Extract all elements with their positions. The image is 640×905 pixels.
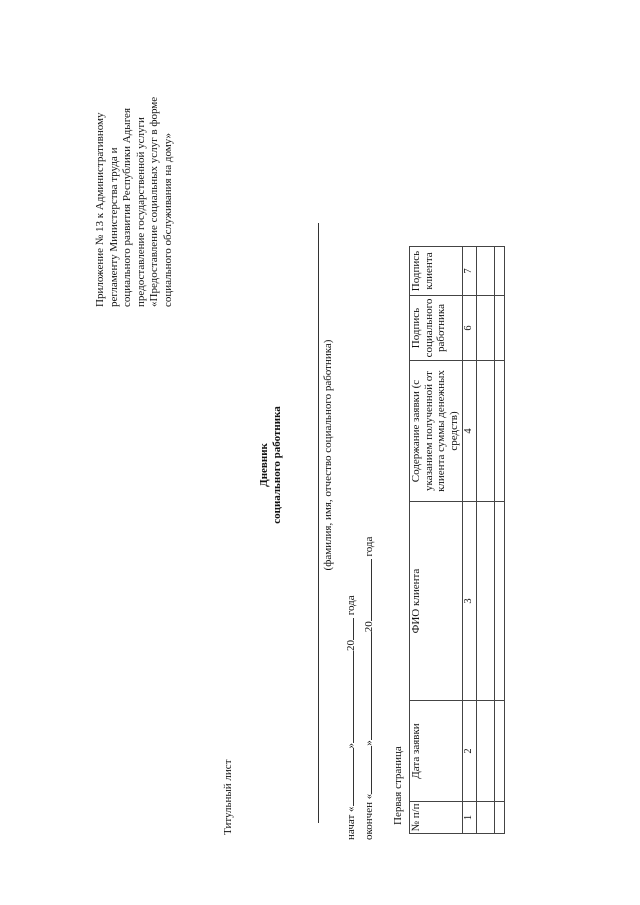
- year-blank: [361, 559, 372, 621]
- table-row: [477, 247, 495, 834]
- table-header-row: [410, 247, 463, 834]
- header-cell: Подпись клиента: [410, 247, 463, 296]
- table-row: [495, 247, 505, 834]
- appendix-line: социального обслуживания на дому»: [161, 133, 174, 307]
- table-cell[interactable]: [495, 802, 505, 834]
- header-cell: № п/п: [410, 802, 463, 834]
- header-cell: Дата заявки: [410, 701, 463, 802]
- table-cell[interactable]: [477, 502, 495, 701]
- column-number: 7: [463, 247, 477, 296]
- header-cell: Содержание заявки (с указанием полученной от клиента суммы денежных средств): [410, 361, 463, 502]
- day-blank: [361, 746, 372, 794]
- month-blank: [361, 632, 372, 740]
- century: 20: [345, 639, 357, 651]
- century: 20: [363, 621, 375, 633]
- column-number: 1: [463, 802, 477, 834]
- first-page-label: Первая страница: [392, 746, 404, 825]
- quote-close: »: [345, 742, 357, 749]
- year-suffix: года: [345, 595, 357, 616]
- finished-date-row: [361, 537, 377, 840]
- column-number: 2: [463, 701, 477, 802]
- finished-prefix: окончен «: [363, 793, 375, 840]
- table-number-row: [463, 247, 477, 834]
- appendix-line: Приложение № 13 к Административному: [94, 112, 106, 307]
- fio-caption: (фамилия, имя, отчество социального работника): [322, 339, 334, 571]
- table-cell[interactable]: [495, 361, 505, 502]
- name-underline: [318, 223, 319, 823]
- column-number: 3: [463, 502, 477, 701]
- table-cell[interactable]: [477, 361, 495, 502]
- diary-title-line1: Дневник: [258, 443, 270, 487]
- appendix-line: регламенту Министерства труда и: [107, 147, 120, 307]
- appendix-line: «Предоставление социальных услуг в форме: [148, 96, 160, 307]
- diary-title: [258, 315, 284, 615]
- table-cell[interactable]: [495, 296, 505, 361]
- table-cell[interactable]: [477, 701, 495, 802]
- diary-table: [409, 246, 505, 834]
- header-cell: Подпись социального работника: [410, 296, 463, 361]
- title-sheet-label: Титульный лист: [222, 759, 234, 835]
- table-cell[interactable]: [477, 296, 495, 361]
- day-blank: [343, 748, 354, 806]
- started-prefix: начат «: [345, 806, 357, 840]
- quote-close: »: [363, 740, 375, 746]
- appendix-line: социального развития Республики Адыгея: [121, 108, 133, 307]
- table-cell[interactable]: [495, 701, 505, 802]
- appendix-line: предоставление государственной услуги: [134, 117, 147, 307]
- table-cell[interactable]: [495, 247, 505, 296]
- year-suffix: года: [363, 536, 375, 557]
- started-date-row: [343, 595, 359, 840]
- appendix-note: [94, 27, 175, 307]
- table-cell[interactable]: [495, 502, 505, 701]
- column-number: 4: [463, 361, 477, 502]
- header-cell: ФИО клиента: [410, 502, 463, 701]
- diary-title-line2: социального работника: [271, 406, 283, 524]
- column-number: 6: [463, 296, 477, 361]
- year-blank: [343, 618, 354, 640]
- table-cell[interactable]: [477, 802, 495, 834]
- table-cell[interactable]: [477, 247, 495, 296]
- month-blank: [343, 651, 354, 743]
